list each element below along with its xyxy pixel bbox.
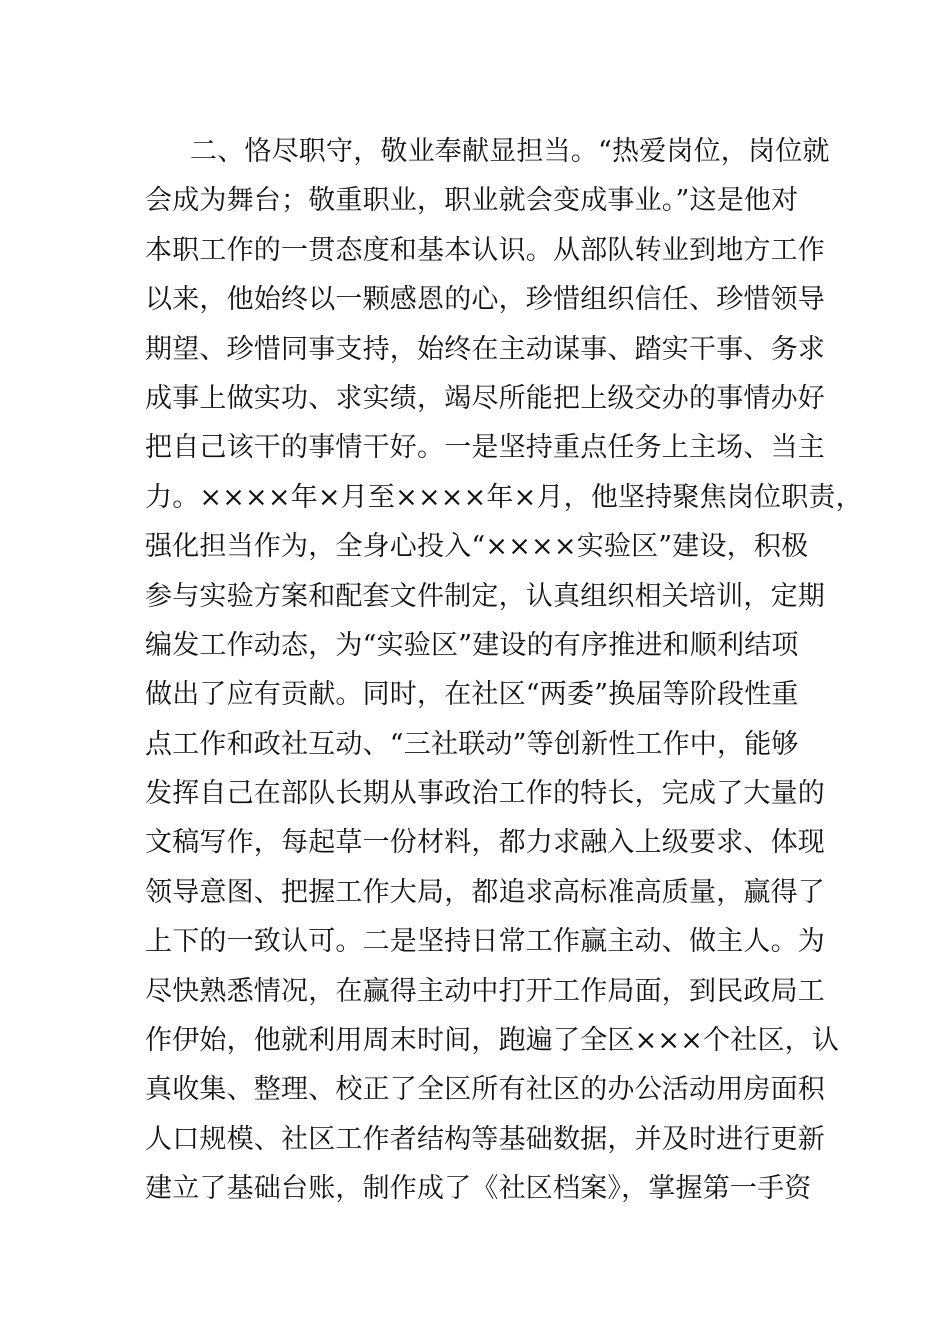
text-line: 参与实验方案和配套文件制定，认真组织相关培训，定期	[145, 580, 825, 612]
body-paragraph	[145, 127, 863, 1214]
text-line: 期望、珍惜同事支持，始终在主动谋事、踏实干事、务求	[145, 333, 825, 365]
text-line: 会成为舞台；敬重职业，职业就会变成事业。”这是他对	[145, 185, 799, 217]
text-line: 成事上做实功、求实绩，竭尽所能把上级交办的事情办好	[145, 382, 825, 414]
text-line: 文稿写作，每起草一份材料，都力求融入上级要求、体现	[145, 827, 825, 859]
text-line: 编发工作动态，为“实验区”建设的有序推进和顺利结项	[145, 629, 799, 661]
text-line: 以来，他始终以一颗感恩的心，珍惜组织信任、珍惜领导	[145, 284, 825, 316]
text-line: 做出了应有贡献。同时，在社区“两委”换届等阶段性重	[145, 679, 799, 711]
text-line: 把自己该干的事情干好。一是坚持重点任务上主场、当主	[145, 432, 825, 464]
text-line: 本职工作的一贯态度和基本认识。从部队转业到地方工作	[145, 234, 825, 266]
text-line: 作伊始，他就利用周末时间，跑遍了全区×××个社区，认	[145, 1025, 840, 1057]
text-line: 强化担当作为，全身心投入“××××实验区”建设，积极	[145, 531, 809, 563]
text-line: 人口规模、社区工作者结构等基础数据，并及时进行更新	[145, 1123, 825, 1155]
text-line: 二、恪尽职守，敬业奉献显担当。“热爱岗位，岗位就	[190, 136, 830, 167]
text-line: 真收集、整理、校正了全区所有社区的办公活动用房面积	[145, 1074, 825, 1106]
text-line: 力。××××年×月至××××年×月，他坚持聚焦岗位职责，	[145, 481, 863, 513]
text-line: 领导意图、把握工作大局，都追求高标准高质量，赢得了	[145, 876, 825, 908]
text-line: 点工作和政社互动、“三社联动”等创新性工作中，能够	[145, 728, 799, 760]
text-line: 建立了基础台账，制作成了《社区档案》，掌握第一手资	[145, 1173, 812, 1205]
text-line: 发挥自己在部队长期从事政治工作的特长，完成了大量的	[145, 778, 825, 810]
text-line: 尽快熟悉情况，在赢得主动中打开工作局面，到民政局工	[145, 975, 825, 1007]
text-line: 上下的一致认可。二是坚持日常工作赢主动、做主人。为	[145, 926, 825, 958]
